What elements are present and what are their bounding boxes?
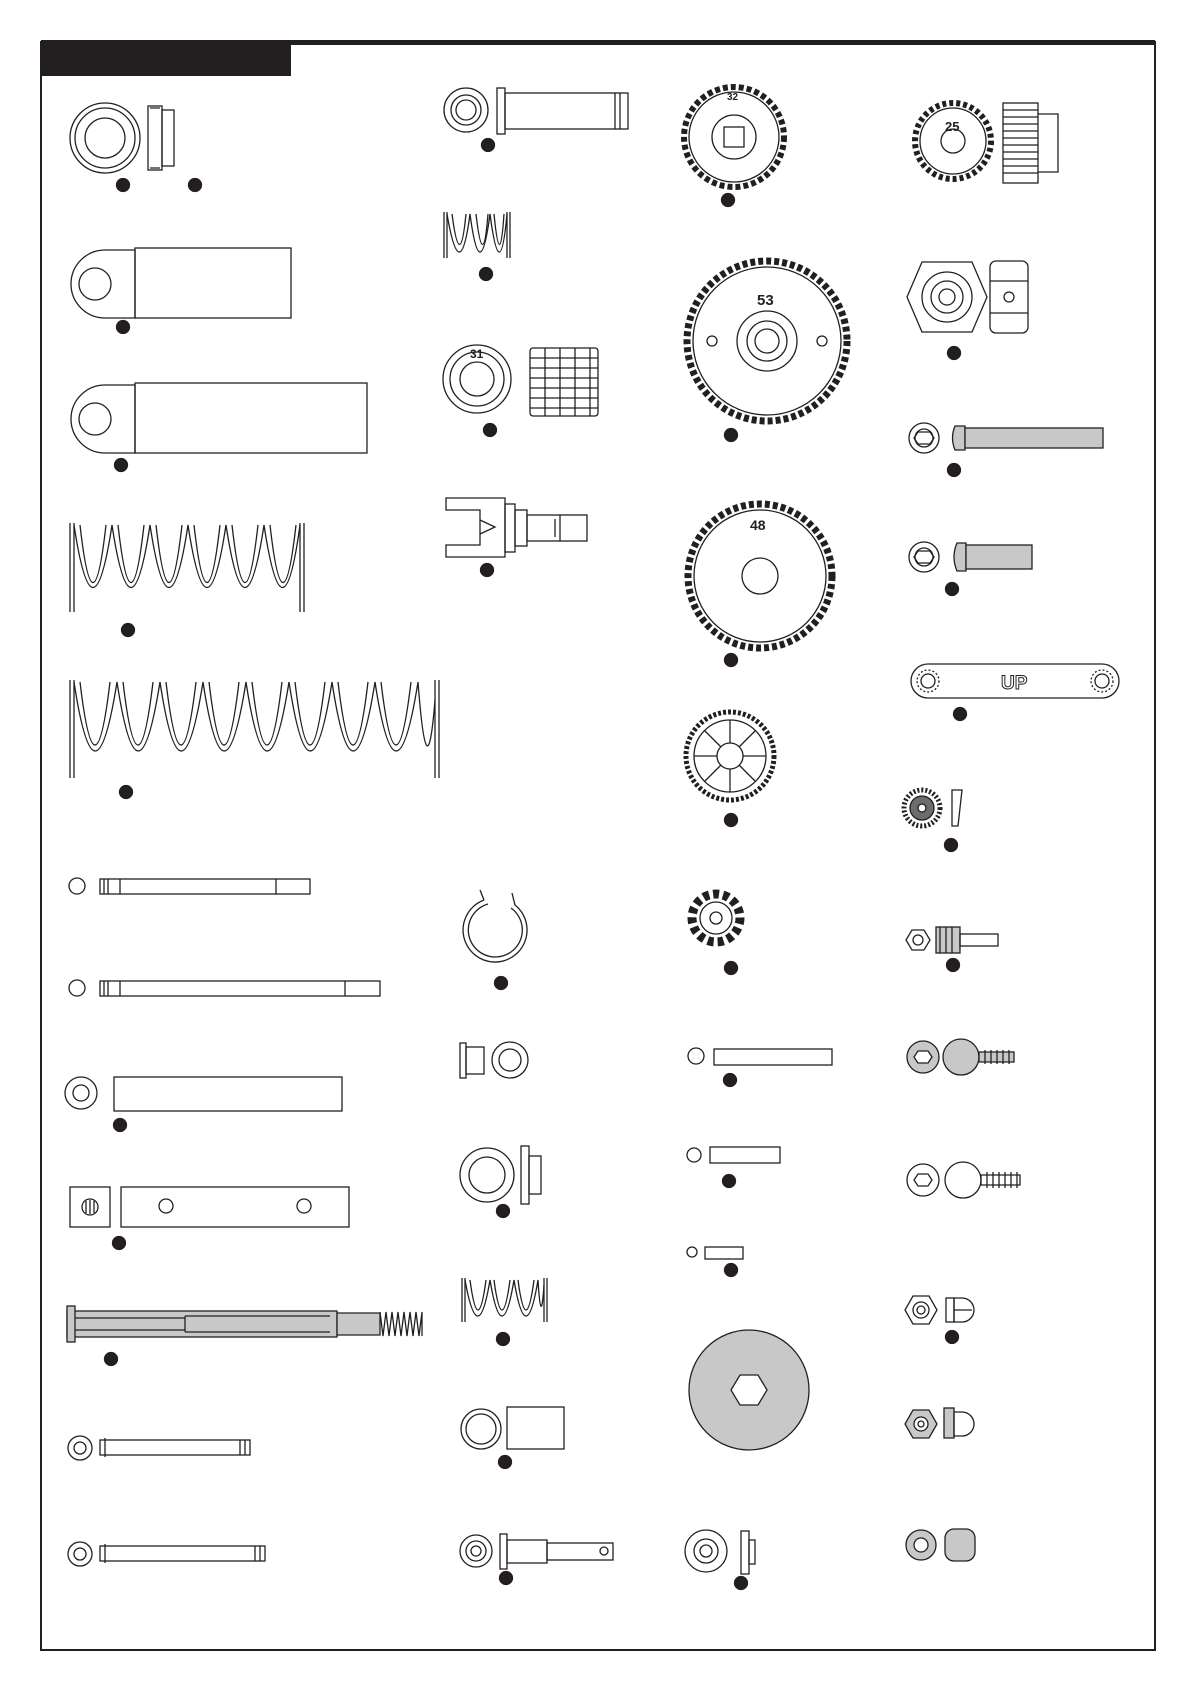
gear-tooth-count: 53 xyxy=(757,292,774,309)
part-marker-dot xyxy=(480,268,493,281)
part-marker-dot xyxy=(122,624,135,637)
pin-3 xyxy=(687,1247,743,1259)
flywheel-nut xyxy=(907,261,1028,333)
ball-and-washer xyxy=(906,1529,975,1561)
small-spring-2 xyxy=(462,1278,547,1322)
set-screw-with-nut xyxy=(906,927,998,953)
diff-bevel-gear xyxy=(686,712,774,800)
part-marker-dot xyxy=(484,424,497,437)
gear-tooth-count: 31 xyxy=(470,347,484,361)
ball-end-nut-1 xyxy=(905,1296,974,1324)
ball-stud-2 xyxy=(907,1162,1020,1198)
header-tab xyxy=(41,42,291,76)
part-marker-dot xyxy=(948,347,961,360)
cap-screw-long xyxy=(909,423,1103,453)
part-marker-dot xyxy=(725,654,738,667)
part-marker-dot xyxy=(946,583,959,596)
bearing-with-flange xyxy=(460,1146,541,1204)
part-marker-dot xyxy=(945,839,958,852)
ring-and-block xyxy=(461,1407,564,1449)
ball-end-nut-2 xyxy=(905,1408,974,1438)
mount-plate xyxy=(70,1187,349,1227)
part-marker-dot xyxy=(735,1577,748,1590)
spur-gear-53 xyxy=(687,261,847,421)
part-marker-dot xyxy=(115,459,128,472)
part-marker-dot xyxy=(724,1074,737,1087)
small-spring-1 xyxy=(444,212,510,258)
pin-1 xyxy=(688,1048,832,1065)
part-marker-dot xyxy=(482,139,495,152)
small-pinion-gear xyxy=(904,790,962,826)
part-marker-dot xyxy=(189,179,202,192)
part-marker-dot xyxy=(725,962,738,975)
sheet-border xyxy=(41,42,1155,1650)
steering-link xyxy=(911,664,1119,698)
flanged-bushing xyxy=(460,1042,528,1078)
washer-and-plate xyxy=(685,1530,755,1574)
shaft-with-collar xyxy=(444,88,628,134)
steering-link-label: UP xyxy=(1001,673,1028,694)
part-marker-dot xyxy=(497,1333,510,1346)
part-marker-dot xyxy=(946,1331,959,1344)
part-marker-dot xyxy=(948,464,961,477)
part-marker-dot xyxy=(499,1456,512,1469)
hinge-pin-3 xyxy=(68,1436,250,1460)
cap-screw-short xyxy=(909,542,1032,572)
hinge-pin-2 xyxy=(69,980,380,996)
shock-spring-short xyxy=(70,523,304,612)
hinge-pin-4 xyxy=(68,1542,265,1566)
shock-body-long xyxy=(71,383,367,453)
spur-gear-32 xyxy=(684,87,784,187)
shock-spring-long xyxy=(70,680,439,778)
part-marker-dot xyxy=(722,194,735,207)
part-marker-dot xyxy=(725,1264,738,1277)
stub-axle xyxy=(460,1534,613,1569)
part-marker-dot xyxy=(495,977,508,990)
shock-cap-part xyxy=(70,103,174,173)
part-marker-dot xyxy=(481,564,494,577)
part-marker-dot xyxy=(500,1572,513,1585)
spur-gear-48 xyxy=(688,504,832,648)
gear-tooth-count: 25 xyxy=(945,119,960,134)
part-marker-dot xyxy=(947,959,960,972)
part-marker-dot xyxy=(114,1119,127,1132)
clutch-bell xyxy=(443,345,598,416)
part-marker-dot xyxy=(954,708,967,721)
drive-shaft xyxy=(67,1306,422,1342)
shock-body-short xyxy=(71,248,291,318)
part-marker-dot xyxy=(117,321,130,334)
part-marker-dot xyxy=(725,814,738,827)
pinion-gear-25 xyxy=(915,103,1058,183)
spacer-tube xyxy=(65,1077,342,1111)
part-marker-dot xyxy=(725,429,738,442)
part-marker-dot xyxy=(105,1353,118,1366)
gear-tooth-count: 48 xyxy=(750,517,766,533)
pin-2 xyxy=(687,1147,780,1163)
drive-cup xyxy=(446,498,587,557)
snap-ring xyxy=(463,890,527,962)
part-marker-dot xyxy=(497,1205,510,1218)
hinge-pin-1 xyxy=(69,878,310,894)
part-marker-dot xyxy=(723,1175,736,1188)
part-marker-dot xyxy=(113,1237,126,1250)
gear-tooth-count: 32 xyxy=(727,92,739,103)
diff-pinion-gear xyxy=(692,894,740,942)
ball-stud-1 xyxy=(907,1039,1014,1075)
slipper-pad xyxy=(689,1330,809,1450)
part-marker-dot xyxy=(120,786,133,799)
part-marker-dot xyxy=(117,179,130,192)
